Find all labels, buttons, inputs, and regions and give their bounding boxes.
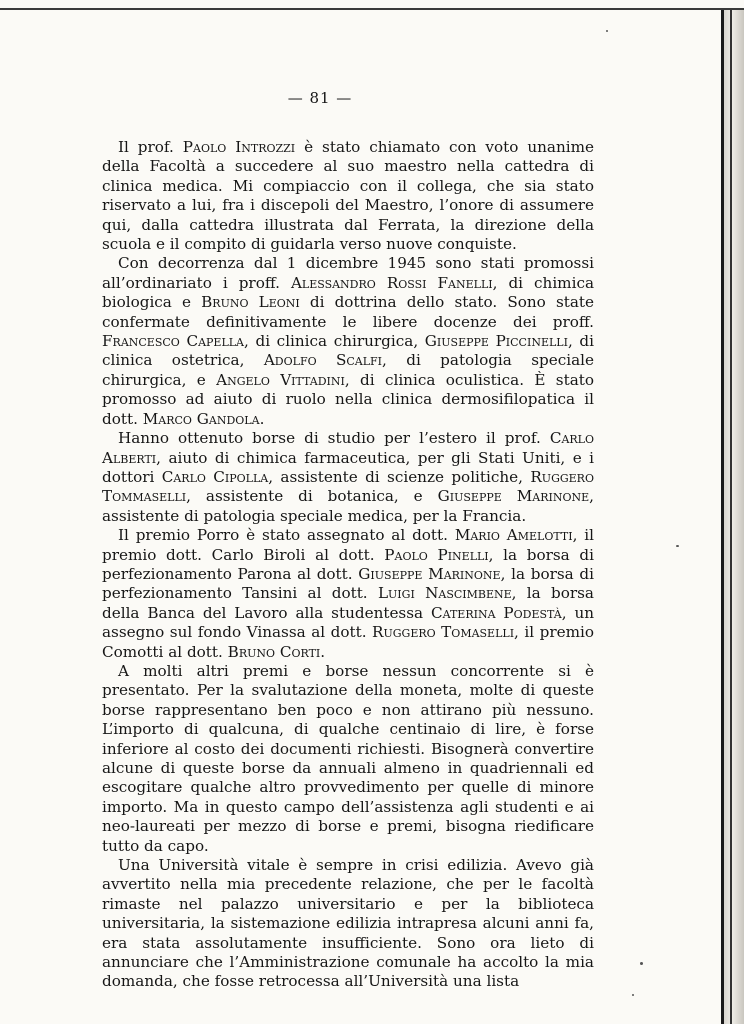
person-name: Giuseppe Marinone bbox=[437, 487, 590, 506]
person-name: Alessandro Rossi Fanelli bbox=[290, 273, 493, 292]
text-run: , il premio Comotti al dott. bbox=[102, 623, 594, 661]
scan-speck bbox=[676, 545, 679, 547]
text-run: , il premio dott. Carlo Biroli al dott. bbox=[102, 526, 594, 564]
scan-speck bbox=[606, 30, 608, 32]
page-number: — 81 — bbox=[287, 89, 353, 107]
paragraph bbox=[102, 254, 594, 429]
person-name: Angelo Vittadini bbox=[216, 370, 345, 389]
scan-speck bbox=[640, 962, 643, 965]
person-name: Mario Amelotti bbox=[454, 526, 573, 545]
text-run: , di patologia speciale chirurgica, e bbox=[102, 351, 594, 389]
text-run: , aiuto di chimica farmaceutica, per gli Stati Uniti, e i dottori bbox=[102, 448, 594, 486]
body-text bbox=[102, 138, 594, 992]
text-run: Il prof. bbox=[118, 138, 183, 156]
book-spine-edge bbox=[721, 10, 744, 1024]
person-name: Giuseppe Marinone bbox=[358, 564, 501, 583]
person-name: Francesco Capella bbox=[102, 332, 244, 351]
text-run: , di clinica oculistica. È stato promosso ad aiuto di ruolo nella clinica dermosifilopatica il dott. bbox=[102, 370, 594, 428]
person-name: Caterina Podestà bbox=[430, 603, 562, 622]
person-name: Luigi Nascimbene bbox=[377, 584, 512, 603]
person-name: Paolo Introzzi bbox=[182, 138, 296, 156]
text-run: Il premio Porro è stato assegnato al dott. bbox=[118, 526, 455, 545]
text-run: , di clinica chirurgica, bbox=[244, 332, 425, 351]
person-name: Carlo Alberti bbox=[102, 429, 594, 467]
paragraph bbox=[102, 138, 594, 254]
text-run: , assistente di botanica, e bbox=[186, 487, 438, 506]
person-name: Giuseppe Piccinelli bbox=[424, 332, 568, 351]
person-name: Bruno Corti bbox=[227, 642, 321, 661]
text-run: , la borsa di perfezionamento Tansini al dott. bbox=[102, 564, 594, 603]
text-run: , un assegno sul fondo Vinassa al dott. bbox=[102, 603, 595, 642]
text-run: , la borsa della Banca del Lavoro alla studentessa bbox=[102, 584, 594, 622]
person-name: Carlo Cipolla bbox=[161, 467, 269, 486]
person-name: Paolo Pinelli bbox=[384, 545, 489, 564]
text-run: Con decorrenza dal 1 dicembre 1945 sono stati promossi all’ordinariato i proff. bbox=[102, 254, 594, 292]
paragraph bbox=[102, 856, 594, 992]
text-run: , assistente di patologia speciale medica, per la Francia. bbox=[102, 487, 594, 525]
paragraph bbox=[102, 662, 594, 856]
paragraph bbox=[102, 429, 594, 526]
text-run: A molti altri premi e borse nessun concorrente si è presentato. Per la svalutazione della moneta, molte di queste borse rappresentano ben poco e non attirano più nessuno. L’importo di qualcuna, di qualche centinaio di lire, è forse inferiore al costo dei documenti richiesti. Bisognerà convertire alcune di queste borse da annuali almeno in quadriennali ed escogitare qualche altro provvedimento per quelle di minore importo. Ma in questo campo dell’assistenza agli studenti e ai neo-laureati per mezzo di borse e premi, bisogna riedificare tutto da capo. bbox=[102, 661, 594, 855]
text-run: Hanno ottenuto borse di studio per l’estero il prof. bbox=[118, 429, 550, 448]
text-run: . bbox=[259, 409, 265, 428]
text-run: . bbox=[320, 642, 326, 661]
text-run: , assistente di scienze politiche, bbox=[268, 467, 531, 486]
person-name: Bruno Leoni bbox=[201, 293, 300, 312]
person-name: Marco Gandola bbox=[142, 409, 260, 428]
person-name: Adolfo Scalfi bbox=[263, 351, 383, 370]
text-run: di dottrina dello stato. Sono state confermate definitivamente le libere docenze dei proff. bbox=[102, 293, 594, 331]
text-run: è stato chiamato con voto unanime della Facoltà a succedere al suo maestro nella cattedra di clinica medica. Mi compiaccio con il collega, che sia stato riservato a lui, fra i discepoli del Maestro, l’onore di assumere qui, dalla cattedra illustrata dal Ferrata, la direzione della scuola e il compito di guidarla verso nuove conquiste. bbox=[102, 138, 594, 254]
scan-speck bbox=[632, 994, 634, 996]
person-name: Ruggero Tomaselli bbox=[372, 623, 515, 642]
person-name: Ruggero Tommaselli bbox=[102, 467, 594, 506]
paragraph bbox=[102, 526, 594, 662]
text-run: , la borsa di perfezionamento Parona al dott. bbox=[102, 545, 595, 583]
page-top-edge bbox=[0, 8, 744, 10]
text-run: , di chimica biologica e bbox=[102, 273, 595, 312]
text-run: , di clinica ostetrica, bbox=[102, 332, 594, 370]
text-run: Una Università vitale è sempre in crisi edilizia. Avevo già avvertito nella mia precedente relazione, che per le facoltà rimaste nel palazzo universitario e per la biblioteca universitaria, la sistemazione edilizia intrapresa alcuni anni fa, era stata assolutamente insufficiente. Sono ora lieto di annunciare che l’Amministrazione comunale ha accolto la mia domanda, che fosse retrocessa all’Università una lista bbox=[102, 856, 594, 991]
